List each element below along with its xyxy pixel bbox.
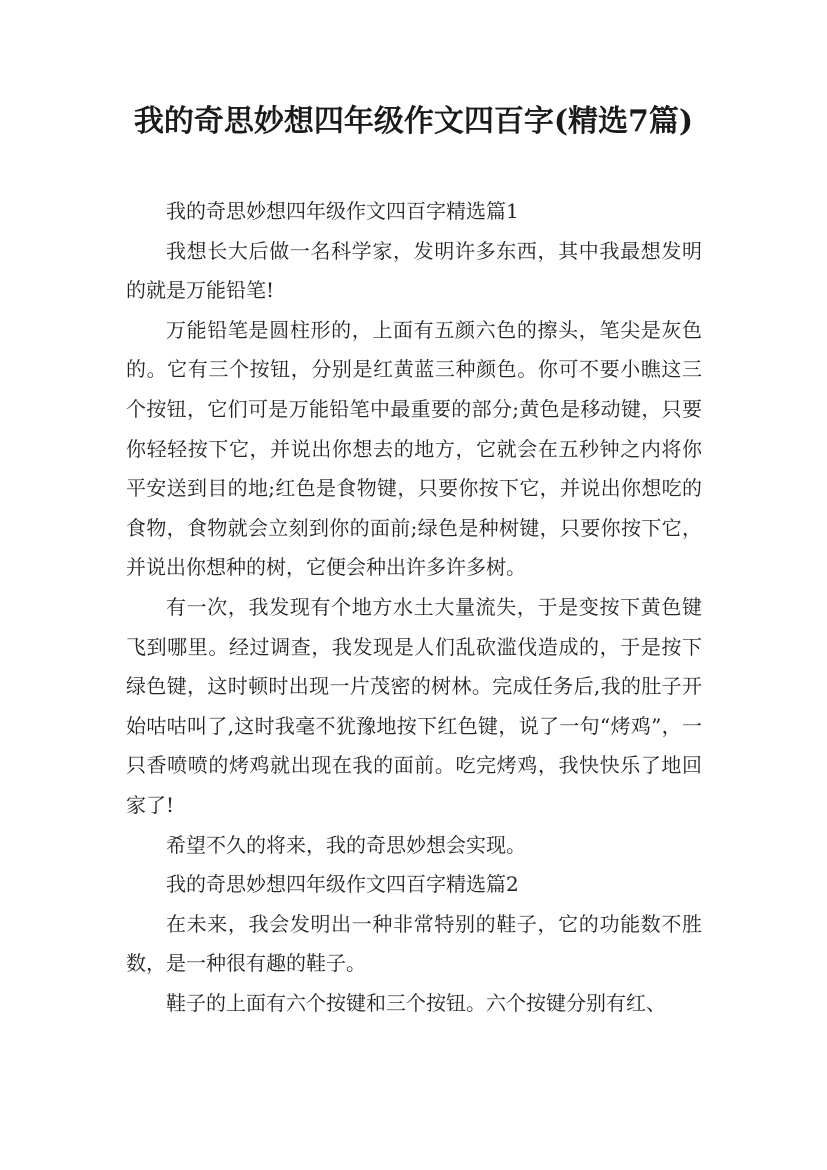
paragraph: 有一次，我发现有个地方水土大量流失，于是变按下黄色键飞到哪里。经过调查，我发现是人们乱砍滥伐造成的，于是按下绿色键，这时顿时出现一片茂密的树林。完成任务后,我的肚子开始咕咕叫了,这时我毫不犹豫地按下红色键，说了一句“烤鸡”，一只香喷喷的烤鸡就出现在我的面前。吃完烤鸡，我快快乐了地回家了! <box>126 594 702 817</box>
paragraph: 万能铅笔是圆柱形的，上面有五颜六色的擦头，笔尖是灰色的。它有三个按钮，分别是红黄蓝三种颜色。你可不要小瞧这三个按钮，它们可是万能铅笔中最重要的部分;黄色是移动键，只要你轻轻按下它，并说出你想去的地方，它就会在五秒钟之内将你平安送到目的地;红色是食物键，只要你按下它，并说出你想吃的食物，食物就会立刻到你的面前;绿色是种树键，只要你按下它，并说出你想种的树，它便会种出许多许多树。 <box>126 317 702 580</box>
paragraph: 我想长大后做一名科学家，发明许多东西，其中我最想发明的就是万能铅笔! <box>126 238 702 303</box>
paragraph: 鞋子的上面有六个按键和三个按钮。六个按键分别有红、 <box>166 990 666 1015</box>
section-heading-1: 我的奇思妙想四年级作文四百字精选篇1 <box>166 199 519 223</box>
document-title: 我的奇思妙想四年级作文四百字(精选7篇) <box>133 104 694 139</box>
paragraph: 在未来，我会发明出一种非常特别的鞋子，它的功能数不胜数，是一种很有趣的鞋子。 <box>126 911 702 976</box>
document-body <box>126 192 702 1023</box>
section-heading-2: 我的奇思妙想四年级作文四百字精选篇2 <box>166 872 519 897</box>
paragraph: 希望不久的将来，我的奇思妙想会实现。 <box>166 832 526 857</box>
